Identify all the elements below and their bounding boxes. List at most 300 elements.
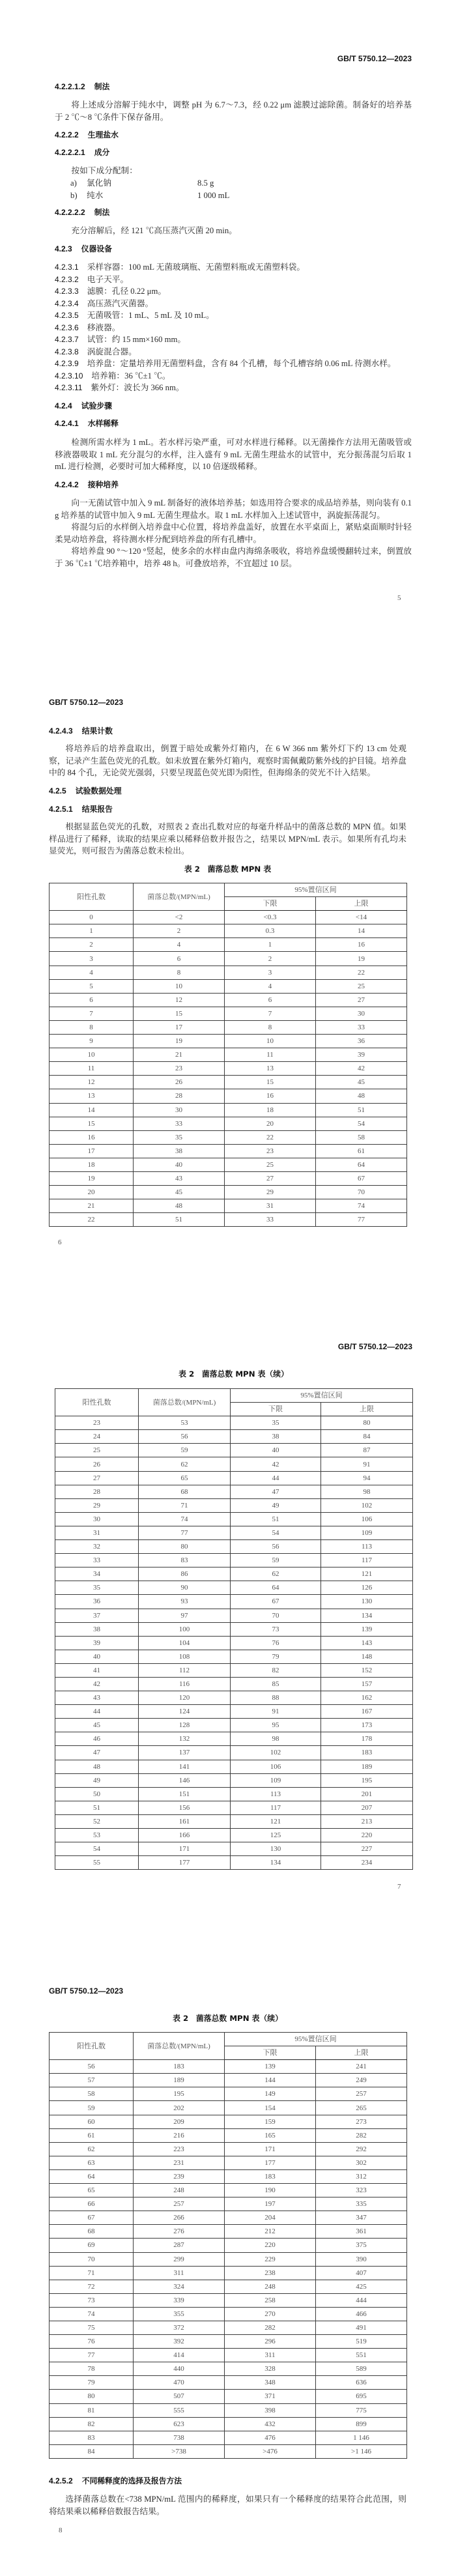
cell-positive-wells: 65	[50, 2184, 134, 2197]
cell-lower-limit: 33	[225, 1213, 316, 1227]
cell-total-count: 161	[139, 1814, 231, 1828]
table-caption: 表 2 菌落总数 MPN 表	[184, 865, 272, 874]
cell-lower-limit: 183	[225, 2169, 316, 2183]
header-confidence-interval: 95%置信区间	[231, 1389, 413, 1403]
cell-total-count: 15	[134, 1007, 225, 1020]
equipment-item	[55, 370, 412, 382]
cell-total-count: 183	[134, 2060, 225, 2074]
cell-lower-limit: 328	[225, 2362, 316, 2376]
cell-positive-wells: 15	[50, 1117, 134, 1130]
cell-positive-wells: 34	[55, 1567, 139, 1581]
cell-lower-limit: 117	[231, 1801, 321, 1814]
cell-positive-wells: 41	[55, 1663, 139, 1677]
cell-positive-wells: 67	[50, 2211, 134, 2225]
cell-positive-wells: 1	[50, 924, 134, 938]
cell-lower-limit: 20	[225, 1117, 316, 1130]
table-row	[50, 924, 407, 938]
mpn-table-block	[55, 1388, 412, 1870]
table-row	[55, 1760, 413, 1773]
section-number: 4.2.2.2.2	[55, 208, 85, 217]
table-row	[50, 2169, 407, 2183]
cell-total-count: 65	[139, 1471, 231, 1485]
cell-lower-limit: 42	[231, 1457, 321, 1471]
table-row	[55, 1691, 413, 1705]
cell-total-count: 177	[139, 1856, 231, 1870]
table-header-row	[50, 883, 407, 897]
cell-positive-wells: 17	[50, 1144, 134, 1158]
cell-lower-limit: 311	[225, 2349, 316, 2362]
cell-positive-wells: 27	[55, 1471, 139, 1485]
cell-lower-limit: 35	[231, 1416, 321, 1430]
cell-total-count: 440	[134, 2362, 225, 2376]
cell-positive-wells: 46	[55, 1732, 139, 1746]
cell-lower-limit: 106	[231, 1760, 321, 1773]
item-text: 移液器。	[87, 322, 121, 332]
cell-upper-limit: 551	[316, 2349, 407, 2362]
cell-upper-limit: 178	[321, 1732, 413, 1746]
cell-total-count: 146	[139, 1773, 231, 1787]
table-row	[55, 1471, 413, 1485]
table-row	[50, 1007, 407, 1020]
cell-total-count: 112	[139, 1663, 231, 1677]
table-row	[50, 1020, 407, 1034]
cell-upper-limit: 109	[321, 1526, 413, 1539]
cell-lower-limit: 44	[231, 1471, 321, 1485]
equipment-item	[55, 285, 412, 298]
cell-total-count: 372	[134, 2321, 225, 2334]
cell-positive-wells: 64	[50, 2169, 134, 2183]
cell-total-count: 28	[134, 1089, 225, 1103]
cell-upper-limit: <14	[316, 911, 407, 924]
cell-total-count: 311	[134, 2266, 225, 2280]
cell-upper-limit: 425	[316, 2280, 407, 2293]
cell-positive-wells: 42	[55, 1677, 139, 1691]
cell-positive-wells: 84	[50, 2444, 134, 2458]
cell-total-count: 53	[139, 1416, 231, 1430]
cell-positive-wells: 61	[50, 2128, 134, 2142]
cell-positive-wells: 22	[50, 1213, 134, 1227]
cell-total-count: 209	[134, 2115, 225, 2128]
cell-total-count: 97	[139, 1609, 231, 1622]
cell-positive-wells: 71	[50, 2266, 134, 2280]
cell-positive-wells: 29	[55, 1498, 139, 1512]
paragraph-block	[55, 99, 412, 123]
cell-positive-wells: 11	[50, 1062, 134, 1076]
cell-positive-wells: 77	[50, 2349, 134, 2362]
table-row	[50, 2211, 407, 2225]
ingredient-name: 氯化钠	[87, 179, 112, 188]
cell-lower-limit: 149	[225, 2087, 316, 2101]
item-text: 试管：约 15 mm×160 mm。	[87, 335, 186, 344]
table-row	[50, 2087, 407, 2101]
cell-total-count: 26	[134, 1076, 225, 1089]
section-number: 4.2.5.1	[49, 805, 73, 814]
cell-total-count: 156	[139, 1801, 231, 1814]
cell-positive-wells: 18	[50, 1158, 134, 1171]
paragraph-block	[49, 743, 406, 779]
cell-lower-limit: 25	[225, 1158, 316, 1171]
cell-lower-limit: 16	[225, 1089, 316, 1103]
header-upper-limit: 上限	[321, 1403, 413, 1416]
cell-upper-limit: 14	[316, 924, 407, 938]
cell-positive-wells: 69	[50, 2239, 134, 2252]
cell-upper-limit: 519	[316, 2335, 407, 2349]
paragraph: 将混匀后的水样倒入培养盘中心位置，将培养盘盖好，放置在水平桌面上，紧贴桌面顺时针轻柔晃动培养盘，将待测水样分配到培养盘的所有孔槽中。	[55, 522, 412, 544]
cell-lower-limit: 154	[225, 2101, 316, 2115]
cell-lower-limit: 31	[225, 1199, 316, 1213]
cell-positive-wells: 51	[55, 1801, 139, 1814]
table-row	[50, 1089, 407, 1103]
cell-total-count: 299	[134, 2252, 225, 2266]
cell-upper-limit: 36	[316, 1035, 407, 1048]
paragraph: 充分溶解后，经 121 ℃高压蒸汽灭菌 20 min。	[71, 226, 237, 235]
cell-positive-wells: 16	[50, 1130, 134, 1144]
cell-upper-limit: 157	[321, 1677, 413, 1691]
cell-upper-limit: 130	[321, 1595, 413, 1609]
equipment-item	[55, 274, 412, 286]
cell-lower-limit: 7	[225, 1007, 316, 1020]
paragraph-block	[55, 225, 412, 237]
cell-total-count: 507	[134, 2390, 225, 2403]
table-row	[55, 1609, 413, 1622]
cell-upper-limit: 54	[316, 1117, 407, 1130]
mpn-table	[49, 2032, 407, 2459]
ingredient-label: a)	[70, 179, 77, 188]
cell-lower-limit: 432	[225, 2417, 316, 2431]
cell-positive-wells: 52	[55, 1814, 139, 1828]
cell-total-count: 166	[139, 1829, 231, 1842]
item-text: 电子天平。	[87, 274, 129, 284]
section-title: 制法	[94, 208, 110, 217]
cell-positive-wells: 21	[50, 1199, 134, 1213]
cell-upper-limit: 466	[316, 2307, 407, 2321]
cell-upper-limit: 257	[316, 2087, 407, 2101]
cell-total-count: 38	[134, 1144, 225, 1158]
cell-lower-limit: 113	[231, 1787, 321, 1801]
cell-positive-wells: 76	[50, 2335, 134, 2349]
item-text: 高压蒸汽灭菌器。	[87, 298, 154, 308]
paragraph: 将培养盘 90 °～120 °竖起，使多余的水样由盘内海绵条吸收，将培养盘缓慢翻转过来，倒置放于 36 ℃±1 ℃培养箱中，培养 48 h。可叠放培养，不宜超过 10 层。	[55, 547, 412, 568]
cell-upper-limit: 61	[316, 1144, 407, 1158]
table-row	[50, 2184, 407, 2197]
cell-total-count: 23	[134, 1062, 225, 1076]
cell-total-count: 189	[134, 2074, 225, 2087]
cell-positive-wells: 33	[55, 1554, 139, 1567]
cell-total-count: 414	[134, 2349, 225, 2362]
cell-upper-limit: 775	[316, 2403, 407, 2417]
table-header-row	[50, 2033, 407, 2046]
cell-lower-limit: 27	[225, 1171, 316, 1185]
section-heading	[55, 479, 412, 491]
paragraph: 将培养后的培养盘取出，倒置于暗处或紫外灯箱内，在 6 W 366 nm 紫外灯下约 13 cm 处观察，记录产生蓝色荧光的孔数。如未放置在紫外灯箱内，观察时需佩戴防紫外线的护目镜。培养盘中的 84 个孔，无论荧光强弱，只要呈现蓝色荧光即为阳性，但海绵条的荧光不计入结果。	[49, 744, 406, 777]
table-caption: 表 2 菌落总数 MPN 表（续）	[173, 2014, 283, 2023]
cell-lower-limit: 64	[231, 1581, 321, 1595]
equipment-item	[55, 322, 412, 334]
table-row	[55, 1636, 413, 1650]
cell-upper-limit: 234	[321, 1856, 413, 1870]
header-confidence-interval: 95%置信区间	[225, 883, 407, 897]
cell-lower-limit: 125	[231, 1829, 321, 1842]
ingredient-label: b)	[70, 190, 78, 200]
cell-total-count: 100	[139, 1622, 231, 1636]
ingredient-item	[55, 177, 412, 190]
cell-upper-limit: 77	[316, 1213, 407, 1227]
cell-lower-limit: 165	[225, 2128, 316, 2142]
cell-upper-limit: 899	[316, 2417, 407, 2431]
cell-lower-limit: 171	[225, 2142, 316, 2156]
cell-total-count: 59	[139, 1444, 231, 1457]
cell-total-count: 392	[134, 2335, 225, 2349]
section-title: 成分	[94, 148, 110, 157]
cell-upper-limit: 27	[316, 993, 407, 1007]
cell-total-count: 56	[139, 1430, 231, 1444]
cell-upper-limit: 213	[321, 1814, 413, 1828]
ingredient-name: 纯水	[87, 190, 104, 200]
cell-total-count: 276	[134, 2225, 225, 2239]
header-confidence-interval: 95%置信区间	[225, 2033, 407, 2046]
paragraph-block	[49, 821, 406, 857]
cell-upper-limit: 201	[321, 1787, 413, 1801]
cell-upper-limit: >1 146	[316, 2444, 407, 2458]
table-row	[50, 1199, 407, 1213]
cell-positive-wells: 74	[50, 2307, 134, 2321]
cell-lower-limit: 190	[225, 2184, 316, 2197]
paragraph-block	[49, 2493, 406, 2517]
table-row	[50, 2280, 407, 2293]
cell-positive-wells: 24	[55, 1430, 139, 1444]
paragraph: 按如下成分配制：	[71, 166, 137, 175]
cell-positive-wells: 82	[50, 2417, 134, 2431]
cell-positive-wells: 37	[55, 1609, 139, 1622]
ingredient-item	[55, 190, 412, 202]
cell-positive-wells: 60	[50, 2115, 134, 2128]
cell-upper-limit: 33	[316, 1020, 407, 1034]
table-row	[55, 1773, 413, 1787]
cell-upper-limit: 98	[321, 1485, 413, 1498]
table-row	[50, 2115, 407, 2128]
cell-total-count: 51	[134, 1213, 225, 1227]
cell-positive-wells: 49	[55, 1773, 139, 1787]
equipment-item	[55, 358, 412, 370]
cell-lower-limit: 47	[231, 1485, 321, 1498]
item-number: 4.2.3.1	[55, 263, 79, 272]
section-title: 结果报告	[81, 805, 113, 814]
paragraph: 检测所需水样为 1 mL。若水样污染严重，可对水样进行稀释。以无菌操作方法用无菌吸管或移液器吸取 1 mL 充分混匀的水样，注入盛有 9 mL 无菌生理盐水的试管中，充分振荡混匀后取 1 mL 进行检测，必要时可加大稀释度，以 10 倍逐级稀释。	[55, 438, 412, 471]
cell-positive-wells: 80	[50, 2390, 134, 2403]
cell-upper-limit: 312	[316, 2169, 407, 2183]
table-row	[50, 2403, 407, 2417]
cell-total-count: 33	[134, 1117, 225, 1130]
cell-positive-wells: 45	[55, 1719, 139, 1732]
cell-lower-limit: 2	[225, 952, 316, 966]
cell-total-count: 223	[134, 2142, 225, 2156]
cell-total-count: 738	[134, 2431, 225, 2444]
cell-lower-limit: 54	[231, 1526, 321, 1539]
cell-upper-limit: 80	[321, 1416, 413, 1430]
table-row	[50, 2197, 407, 2211]
table-row	[50, 1062, 407, 1076]
cell-total-count: 45	[134, 1186, 225, 1199]
equipment-item	[55, 382, 412, 394]
cell-positive-wells: 30	[55, 1512, 139, 1526]
table-row	[50, 1117, 407, 1130]
cell-total-count: 77	[139, 1526, 231, 1539]
cell-positive-wells: 79	[50, 2376, 134, 2390]
table-row	[55, 1444, 413, 1457]
cell-positive-wells: 25	[55, 1444, 139, 1457]
cell-lower-limit: 220	[225, 2239, 316, 2252]
section-title: 制法	[94, 82, 110, 91]
mpn-table	[55, 1388, 413, 1870]
cell-upper-limit: 361	[316, 2225, 407, 2239]
cell-total-count: 141	[139, 1760, 231, 1773]
header-positive-wells: 阳性孔数	[50, 2033, 134, 2060]
item-number: 4.2.3.3	[55, 287, 79, 296]
cell-upper-limit: 282	[316, 2128, 407, 2142]
section-heading	[55, 129, 412, 141]
cell-total-count: 48	[134, 1199, 225, 1213]
section-heading	[55, 243, 412, 255]
table-row	[55, 1732, 413, 1746]
section-title: 仪器设备	[81, 244, 112, 253]
running-header: GB/T 5750.12—2023	[49, 698, 124, 707]
item-text: 无菌吸管：1 mL、5 mL 及 10 mL。	[87, 311, 214, 320]
table-row	[55, 1787, 413, 1801]
table-row	[55, 1650, 413, 1663]
cell-total-count: 80	[139, 1540, 231, 1554]
cell-upper-limit: 220	[321, 1829, 413, 1842]
cell-positive-wells: 44	[55, 1705, 139, 1719]
cell-total-count: 12	[134, 993, 225, 1007]
page-number: 8	[59, 2526, 63, 2534]
equipment-item	[55, 298, 412, 310]
item-number: 4.2.3.7	[55, 335, 79, 344]
table-row	[55, 1746, 413, 1760]
cell-total-count: 239	[134, 2169, 225, 2183]
cell-positive-wells: 81	[50, 2403, 134, 2417]
cell-positive-wells: 70	[50, 2252, 134, 2266]
cell-total-count: 132	[139, 1732, 231, 1746]
section-heading	[49, 725, 406, 737]
item-text: 培养盘：定量培养用无菌塑料盘，含有 84 个孔槽，每个孔槽容纳 0.06 mL 待测水样。	[87, 359, 396, 368]
cell-total-count: 6	[134, 952, 225, 966]
table-row	[55, 1814, 413, 1828]
table-row	[55, 1622, 413, 1636]
paragraph: 将上述成分溶解于纯水中，调整 pH 为 6.7～7.3，经 0.22 μm 滤膜过滤除菌。制备好的培养基于 2 ℃～8 ℃条件下保存备用。	[55, 100, 412, 122]
section-title: 试验步骤	[81, 401, 112, 410]
page-number: 7	[397, 1883, 401, 1891]
cell-total-count: 171	[139, 1842, 231, 1856]
cell-positive-wells: 72	[50, 2280, 134, 2293]
table-row	[50, 2101, 407, 2115]
table-row	[55, 1705, 413, 1719]
section-title: 水样稀释	[87, 419, 119, 428]
table-row	[55, 1430, 413, 1444]
cell-positive-wells: 75	[50, 2321, 134, 2334]
cell-total-count: 257	[134, 2197, 225, 2211]
paragraph-block	[55, 165, 412, 177]
cell-upper-limit: 273	[316, 2115, 407, 2128]
cell-upper-limit: 87	[321, 1444, 413, 1457]
cell-lower-limit: 296	[225, 2335, 316, 2349]
section-number: 4.2.4.1	[55, 419, 79, 428]
cell-lower-limit: 197	[225, 2197, 316, 2211]
cell-lower-limit: 270	[225, 2307, 316, 2321]
section-number: 4.2.4	[55, 401, 72, 410]
cell-total-count: 128	[139, 1719, 231, 1732]
cell-positive-wells: 20	[50, 1186, 134, 1199]
cell-total-count: 216	[134, 2128, 225, 2142]
table-row	[50, 2156, 407, 2169]
header-lower-limit: 下限	[231, 1403, 321, 1416]
cell-total-count: 35	[134, 1130, 225, 1144]
cell-lower-limit: 159	[225, 2115, 316, 2128]
item-number: 4.2.3.9	[55, 359, 79, 368]
cell-lower-limit: 76	[231, 1636, 321, 1650]
item-text: 滤膜：孔径 0.22 μm。	[87, 287, 167, 296]
table-row	[50, 2293, 407, 2307]
page-number: 5	[397, 594, 401, 602]
cell-positive-wells: 78	[50, 2362, 134, 2376]
cell-total-count: 93	[139, 1595, 231, 1609]
cell-positive-wells: 0	[50, 911, 134, 924]
table-row	[50, 1048, 407, 1062]
cell-total-count: 86	[139, 1567, 231, 1581]
cell-positive-wells: 47	[55, 1746, 139, 1760]
cell-positive-wells: 28	[55, 1485, 139, 1498]
item-text: 涡旋混合器。	[87, 347, 137, 356]
cell-lower-limit: 8	[225, 1020, 316, 1034]
cell-upper-limit: 134	[321, 1609, 413, 1622]
table-row	[50, 2376, 407, 2390]
header-lower-limit: 下限	[225, 2046, 316, 2060]
item-number: 4.2.3.2	[55, 274, 79, 284]
section-heading	[55, 418, 412, 430]
item-text: 采样容器：100 mL 无菌玻璃瓶、无菌塑料瓶或无菌塑料袋。	[87, 263, 306, 272]
cell-upper-limit: 126	[321, 1581, 413, 1595]
cell-total-count: 339	[134, 2293, 225, 2307]
cell-positive-wells: 3	[50, 952, 134, 966]
cell-lower-limit: 348	[225, 2376, 316, 2390]
cell-positive-wells: 48	[55, 1760, 139, 1773]
table-row	[50, 911, 407, 924]
cell-upper-limit: 106	[321, 1512, 413, 1526]
table-row	[55, 1801, 413, 1814]
cell-positive-wells: 83	[50, 2431, 134, 2444]
table-row	[50, 1130, 407, 1144]
running-header: GB/T 5750.12—2023	[337, 1342, 412, 1351]
cell-positive-wells: 2	[50, 938, 134, 952]
cell-total-count: 231	[134, 2156, 225, 2169]
cell-lower-limit: 11	[225, 1048, 316, 1062]
cell-total-count: 120	[139, 1691, 231, 1705]
cell-positive-wells: 58	[50, 2087, 134, 2101]
cell-upper-limit: 241	[316, 2060, 407, 2074]
ingredient-list	[55, 177, 412, 201]
cell-upper-limit: 91	[321, 1457, 413, 1471]
section-heading	[49, 785, 406, 797]
header-positive-wells: 阳性孔数	[55, 1389, 139, 1416]
paragraph: 选择菌落总数在<738 MPN/mL 范围内的稀释度，如果只有一个稀释度的结果符合此范围，则将结果乘以稀释倍数报告结果。	[49, 2495, 406, 2516]
paragraph-block	[55, 497, 412, 569]
cell-total-count: 10	[134, 979, 225, 993]
cell-lower-limit: <0.3	[225, 911, 316, 924]
table-row	[50, 1103, 407, 1117]
cell-lower-limit: 130	[231, 1842, 321, 1856]
cell-total-count: 623	[134, 2417, 225, 2431]
cell-positive-wells: 43	[55, 1691, 139, 1705]
section-number: 4.2.5.2	[49, 2476, 73, 2485]
